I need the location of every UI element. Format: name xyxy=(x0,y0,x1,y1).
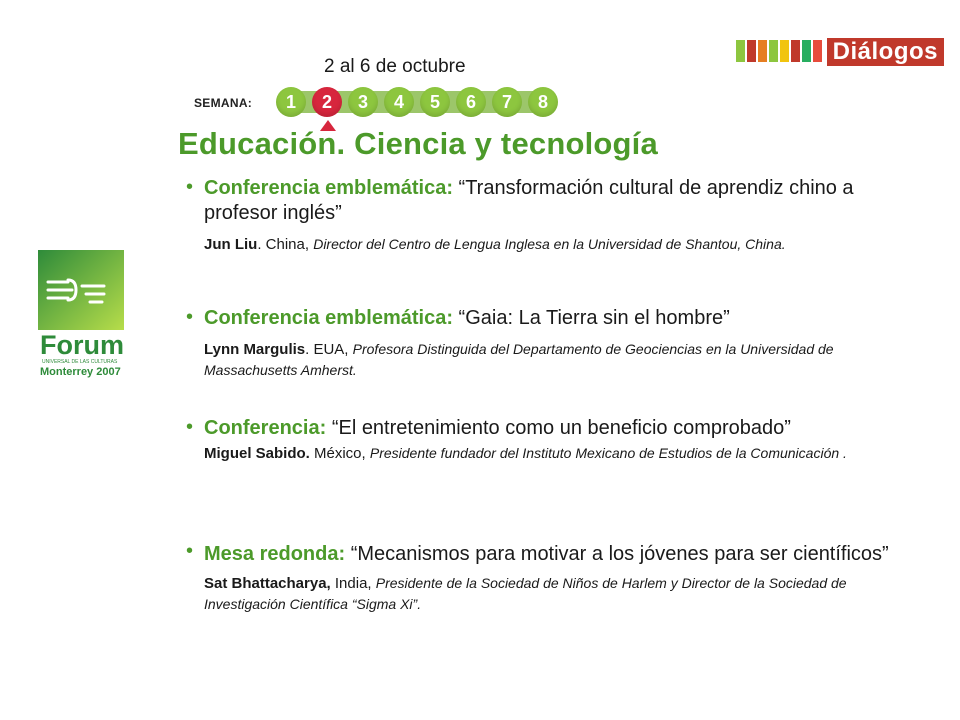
week-2-button-active[interactable]: 2 xyxy=(312,87,342,117)
speaker-name: Miguel Sabido. xyxy=(204,445,310,462)
speaker-description: Director del Centro de Lengua Inglesa en la Universidad de Shantou, China. xyxy=(313,236,786,252)
list-item xyxy=(186,416,906,464)
svg-text:UNIVERSAL DE LAS CULTURAS: UNIVERSAL DE LAS CULTURAS xyxy=(42,359,118,365)
speaker-name: Lynn Margulis xyxy=(204,341,306,358)
item-title: “El entretenimiento como un beneficio comprobado” xyxy=(331,417,791,439)
week-4-button[interactable]: 4 xyxy=(384,87,414,117)
color-stripes-icon xyxy=(736,40,824,62)
speaker-info xyxy=(204,443,906,464)
speaker-description: Profesora Distinguida del Departamento de Geociencias en la Universidad de Massachusetts Amherst. xyxy=(204,341,834,378)
speaker-name: Jun Liu xyxy=(204,236,258,253)
svg-text:Forum: Forum xyxy=(40,330,124,360)
item-title: “Transformación cultural de aprendiz chino a profesor inglés” xyxy=(204,177,854,224)
week-label: SEMANA: xyxy=(194,96,253,110)
svg-text:Monterrey 2007: Monterrey 2007 xyxy=(40,366,121,378)
week-6-button[interactable]: 6 xyxy=(456,87,486,117)
dialogos-logo xyxy=(736,36,946,72)
item-heading xyxy=(204,540,906,569)
week-5-button[interactable]: 5 xyxy=(420,87,450,117)
bullet-icon: • xyxy=(186,176,194,198)
item-kind: Conferencia: xyxy=(204,417,327,439)
speaker-name: Sat Bhattacharya, xyxy=(204,575,331,592)
speaker-info xyxy=(204,234,906,255)
speaker-description: Presidente de la Sociedad de Niños de Harlem y Director de la Sociedad de Investigación Científica “Sigma Xi”. xyxy=(204,575,847,612)
date-label: 2 al 6 de octubre xyxy=(324,56,466,77)
list-item xyxy=(186,176,906,255)
item-kind: Conferencia emblemática: xyxy=(204,177,453,199)
page-title: Educación. Ciencia y tecnología xyxy=(178,126,658,161)
forum-monterrey-logo xyxy=(38,250,124,378)
list-item xyxy=(186,540,906,615)
speaker-country: . EUA, xyxy=(305,341,353,358)
item-title: “Gaia: La Tierra sin el hombre” xyxy=(458,307,730,329)
week-7-button[interactable]: 7 xyxy=(492,87,522,117)
item-heading xyxy=(204,306,906,331)
item-heading xyxy=(204,176,906,226)
item-heading xyxy=(204,416,906,441)
speaker-description: Presidente fundador del Instituto Mexicano de Estudios de la Comunicación . xyxy=(369,445,847,461)
week-1-button[interactable]: 1 xyxy=(276,87,306,117)
week-selector xyxy=(276,85,566,119)
speaker-country: México, xyxy=(309,445,370,462)
item-title: “Mecanismos para motivar a los jóvenes para ser científicos” xyxy=(350,543,889,565)
bullet-icon: • xyxy=(186,416,194,438)
list-item xyxy=(186,306,906,381)
item-kind: Mesa redonda: xyxy=(204,543,346,565)
bullet-icon: • xyxy=(186,306,194,328)
dialogos-wordmark: Diálogos xyxy=(827,38,944,66)
item-kind: Conferencia emblemática: xyxy=(204,307,453,329)
speaker-info xyxy=(204,339,906,381)
week-3-button[interactable]: 3 xyxy=(348,87,378,117)
week-8-button[interactable]: 8 xyxy=(528,87,558,117)
bullet-icon: • xyxy=(186,540,194,562)
forum-logo-graphic xyxy=(38,250,124,378)
speaker-country: India, xyxy=(330,575,376,592)
speaker-country: . China, xyxy=(257,236,314,253)
speaker-info xyxy=(204,573,906,615)
